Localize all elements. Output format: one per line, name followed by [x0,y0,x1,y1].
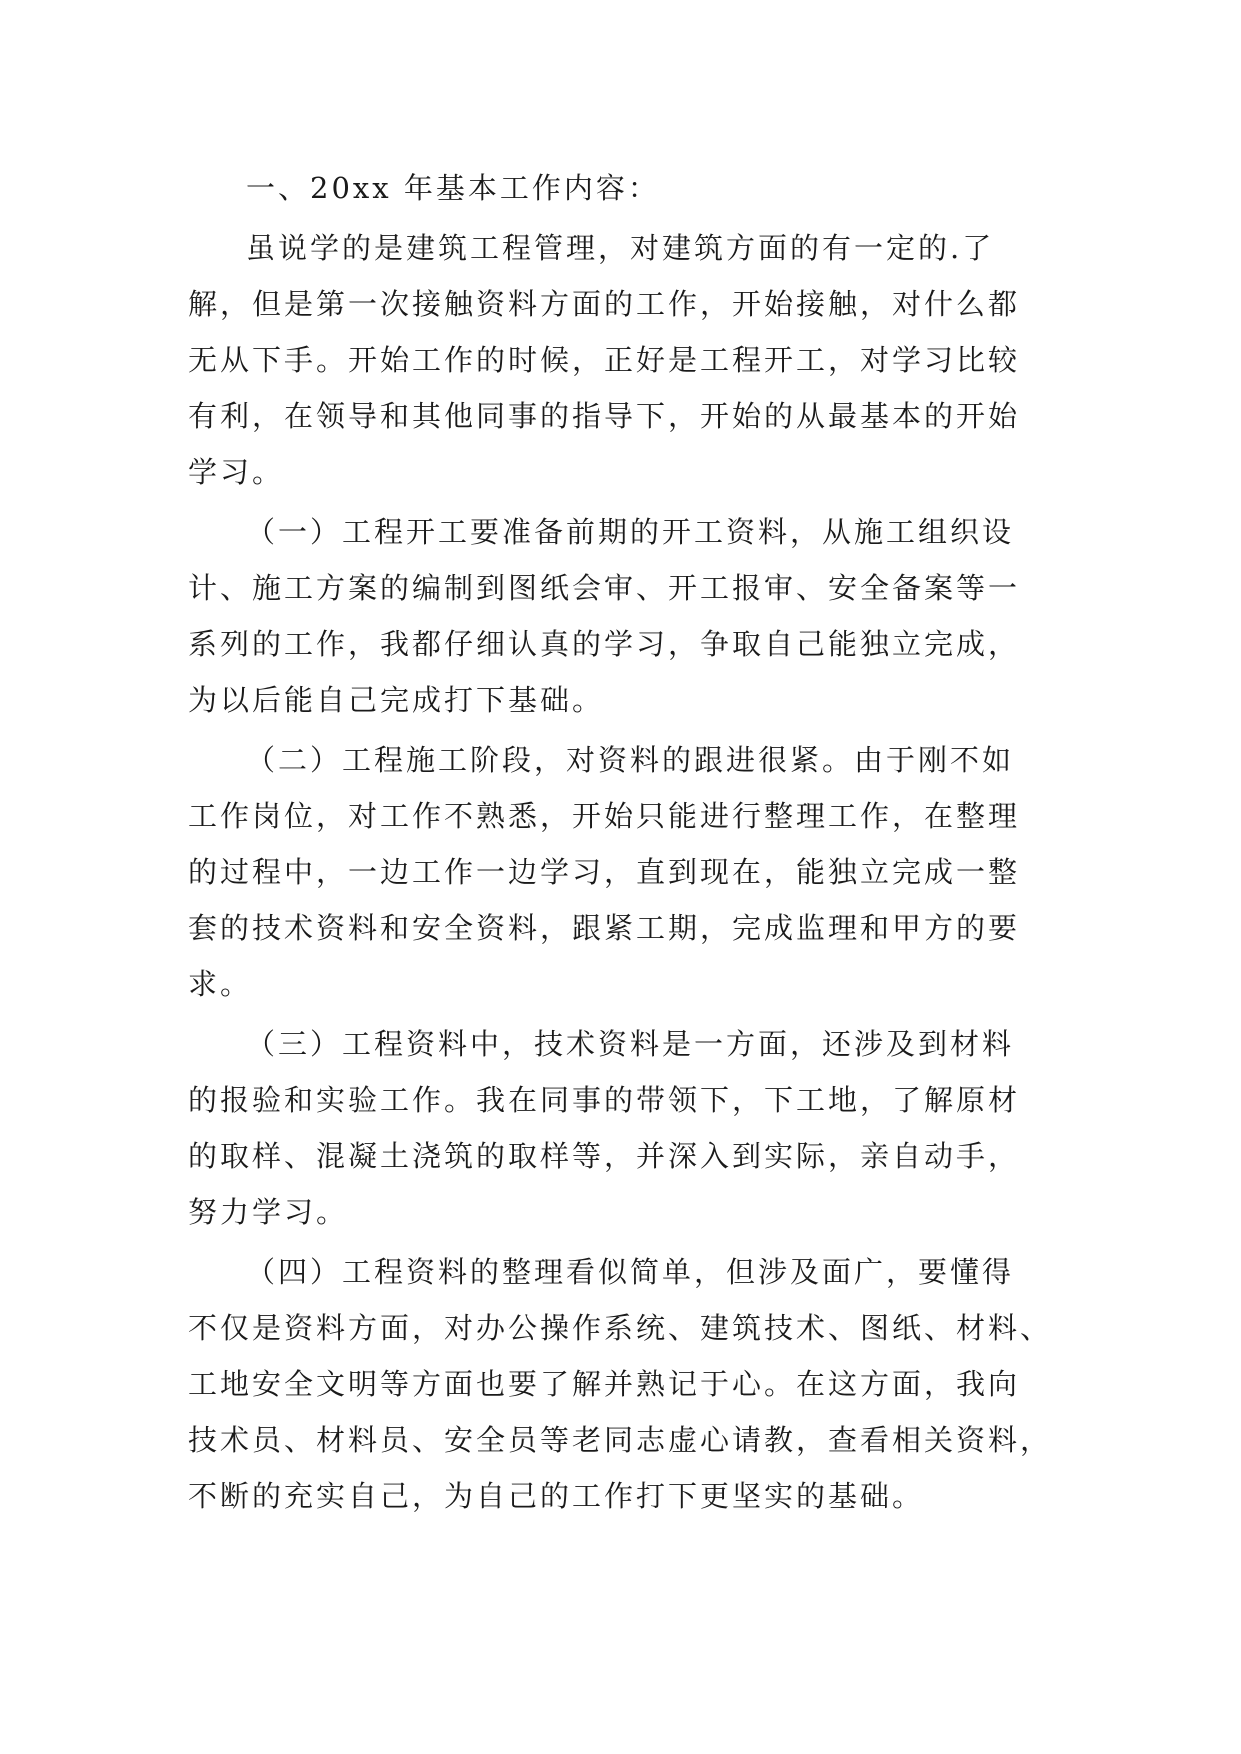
paragraph-line: 工地安全文明等方面也要了解并熟记于心。在这方面，我向 [188,1367,1021,1401]
paragraph-line: 系列的工作，我都仔细认真的学习，争取自己能独立完成， [188,627,1021,661]
paragraph-line: 有利，在领导和其他同事的指导下，开始的从最基本的开始 [188,399,1021,433]
paragraph-item-2 [188,732,1058,1012]
paragraph-line: （三）工程资料中，技术资料是一方面，还涉及到材料 [246,1027,1015,1061]
paragraph-line: 为以后能自己完成打下基础。 [188,683,605,717]
paragraph-line: 计、施工方案的编制到图纸会审、开工报审、安全备案等一 [188,571,1021,605]
paragraph-line: 努力学习。 [188,1195,349,1229]
paragraph-line: 不仅是资料方面，对办公操作系统、建筑技术、图纸、材料、 [188,1311,1053,1345]
paragraph-line: 技术员、材料员、安全员等老同志虚心请教，查看相关资料， [188,1423,1053,1457]
paragraph-line: 的过程中，一边工作一边学习，直到现在，能独立完成一整 [188,855,1021,889]
section-heading-paragraph [188,160,1058,216]
paragraph-line: （一）工程开工要准备前期的开工资料，从施工组织设 [246,515,1015,549]
paragraph-line: （二）工程施工阶段，对资料的跟进很紧。由于刚不如 [246,743,1015,777]
paragraph-line: 解，但是第一次接触资料方面的工作，开始接触，对什么都 [188,287,1021,321]
paragraph-item-1 [188,504,1058,728]
paragraph-line: 求。 [188,967,253,1001]
paragraph-line: 的取样、混凝土浇筑的取样等，并深入到实际，亲自动手， [188,1139,1021,1173]
paragraph-line: 的报验和实验工作。我在同事的带领下，下工地，了解原材 [188,1083,1021,1117]
paragraph-line: 虽说学的是建筑工程管理，对建筑方面的有一定的.了 [246,231,995,265]
paragraph-line: （四）工程资料的整理看似简单，但涉及面广，要懂得 [246,1255,1015,1289]
paragraph-line: 套的技术资料和安全资料，跟紧工期，完成监理和甲方的要 [188,911,1021,945]
document-body [188,160,1058,1528]
paragraph-intro [188,220,1058,500]
paragraph-line: 工作岗位，对工作不熟悉，开始只能进行整理工作，在整理 [188,799,1021,833]
paragraph-line: 不断的充实自己，为自己的工作打下更坚实的基础。 [188,1479,925,1513]
paragraph-item-3 [188,1016,1058,1240]
paragraph-line: 无从下手。开始工作的时候，正好是工程开工，对学习比较 [188,343,1021,377]
paragraph-line: 学习。 [188,455,285,489]
section-heading: 一、20xx 年基本工作内容： [246,171,660,205]
paragraph-item-4 [188,1244,1058,1524]
